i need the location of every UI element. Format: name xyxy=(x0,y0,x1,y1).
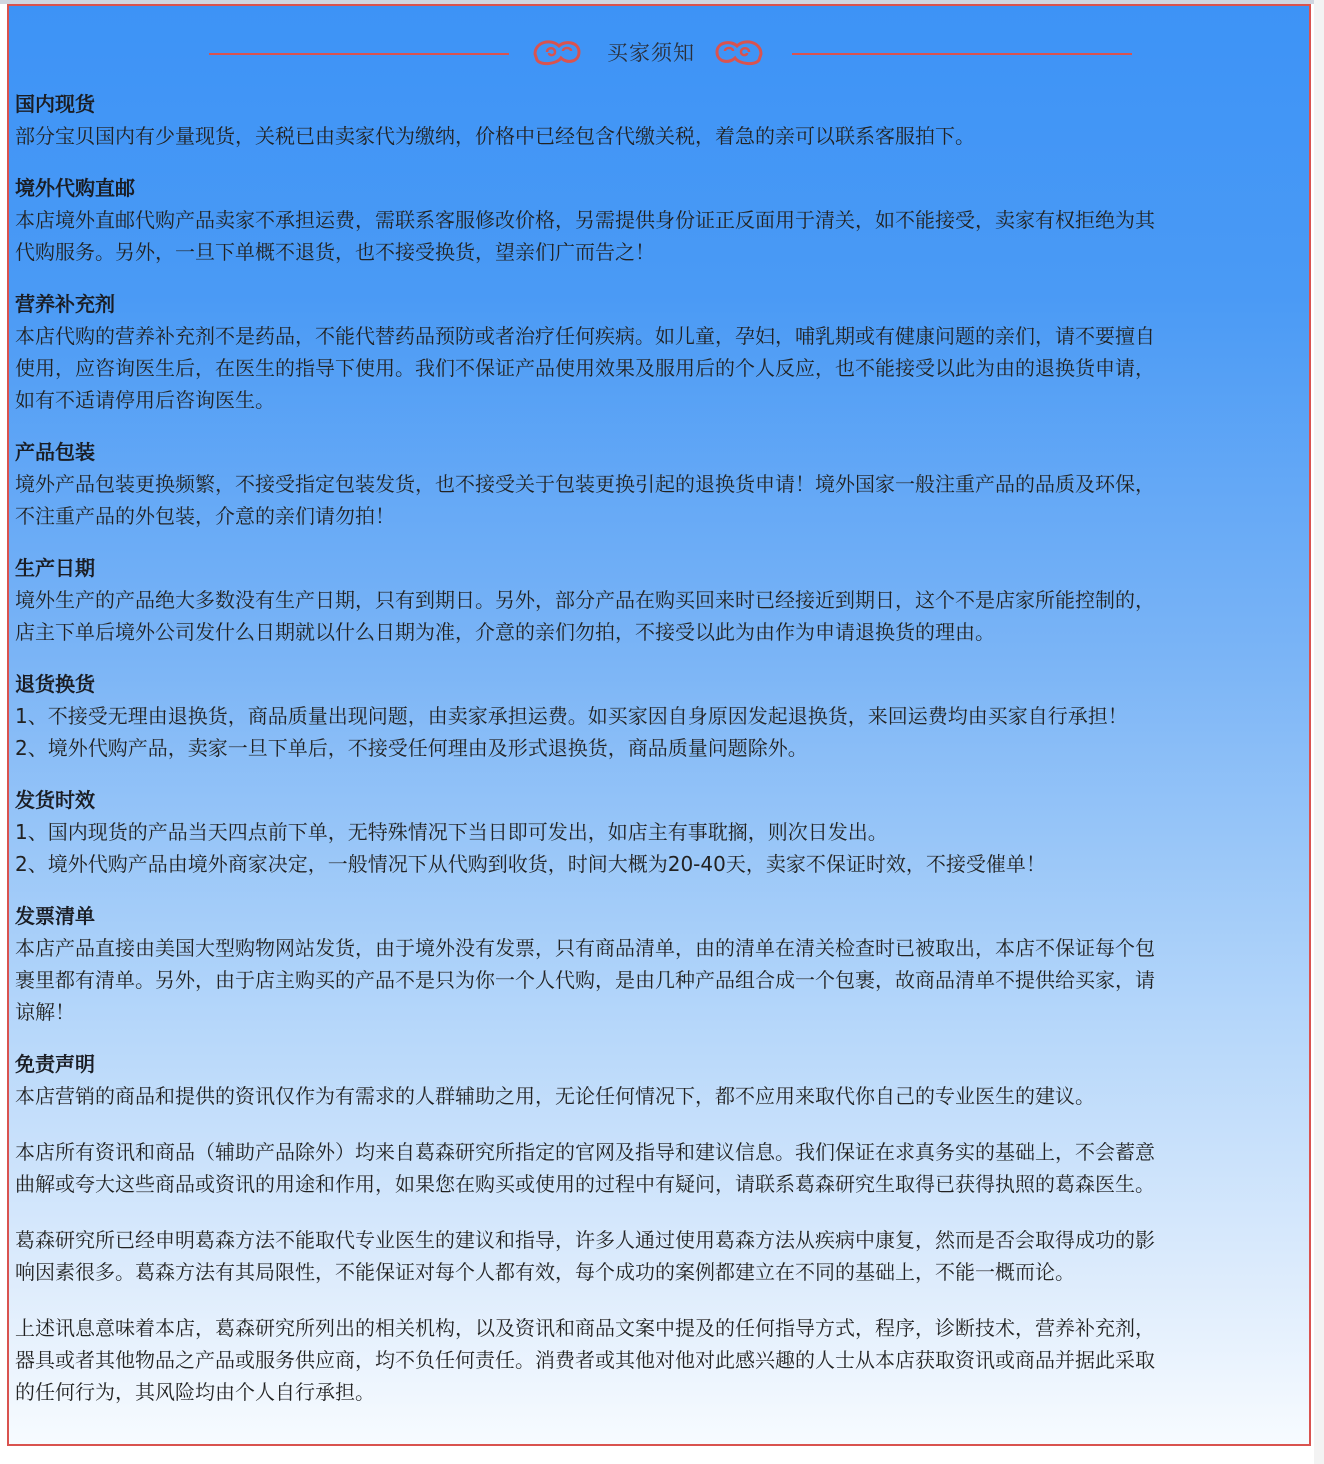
notice-section xyxy=(15,900,1305,1028)
notice-section xyxy=(15,88,1305,152)
section-title: 发票清单 xyxy=(15,904,95,928)
notice-section xyxy=(15,552,1305,648)
notice-title: 买家须知 xyxy=(607,41,695,65)
buyer-notice-panel xyxy=(7,4,1311,1446)
cloud-ornament-icon xyxy=(711,34,767,72)
header-rule-right xyxy=(792,53,1132,55)
notice-section xyxy=(15,668,1305,764)
section-title: 产品包装 xyxy=(15,440,95,464)
disclaimer-text-line: 响因素很多。葛森方法有其局限性，不能保证对每个人都有效，每个成功的案例都建立在不同的基础上，不能一概而论。 xyxy=(15,1260,1075,1284)
page-margin xyxy=(1314,0,1324,1464)
disclaimer-text-line: 上述讯息意味着本店，葛森研究所列出的相关机构，以及资讯和商品文案中提及的任何指导方式，程序，诊断技术，营养补充剂， xyxy=(15,1316,1155,1340)
section-text-line: 境外生产的产品绝大多数没有生产日期，只有到期日。另外，部分产品在购买回来时已经接近到期日，这个不是店家所能控制的， xyxy=(15,588,1155,612)
section-text-line: 不注重产品的外包装，介意的亲们请勿拍！ xyxy=(15,504,395,528)
section-text-line: 2、境外代购产品，卖家一旦下单后，不接受任何理由及形式退换货，商品质量问题除外。 xyxy=(15,736,808,760)
disclaimer-text-line: 曲解或夸大这些商品或资讯的用途和作用，如果您在购买或使用的过程中有疑问，请联系葛森研究生取得已获得执照的葛森医生。 xyxy=(15,1172,1155,1196)
notice-section xyxy=(15,172,1305,268)
section-title: 境外代购直邮 xyxy=(15,176,135,200)
section-text-line: 2、境外代购产品由境外商家决定，一般情况下从代购到收货，时间大概为20-40天，卖家不保证时效，不接受催单！ xyxy=(15,852,1046,876)
disclaimer-section xyxy=(15,1048,1305,1408)
section-title: 免责声明 xyxy=(15,1052,95,1076)
disclaimer-paragraph xyxy=(15,1312,1305,1408)
section-text-line: 裹里都有清单。另外，由于店主购买的产品不是只为你一个人代购，是由几种产品组合成一个包裹，故商品清单不提供给买家，请 xyxy=(15,968,1155,992)
section-title: 退货换货 xyxy=(15,672,95,696)
header-rule-left xyxy=(209,53,509,55)
section-text-line: 境外产品包装更换频繁，不接受指定包装发货，也不接受关于包装更换引起的退换货申请！境外国家一般注重产品的品质及环保， xyxy=(15,472,1155,496)
section-text-line: 本店代购的营养补充剂不是药品，不能代替药品预防或者治疗任何疾病。如儿童，孕妇，哺乳期或有健康问题的亲们，请不要擅自 xyxy=(15,324,1155,348)
section-text-line: 本店产品直接由美国大型购物网站发货，由于境外没有发票，只有商品清单，由的清单在清关检查时已被取出，本店不保证每个包 xyxy=(15,936,1155,960)
notice-section xyxy=(15,784,1305,880)
cloud-ornament-icon xyxy=(529,34,585,72)
section-title: 发货时效 xyxy=(15,788,95,812)
disclaimer-text-line: 器具或者其他物品之产品或服务供应商，均不负任何责任。消费者或其他对他对此感兴趣的人士从本店获取资讯或商品并据此采取 xyxy=(15,1348,1155,1372)
notice-section xyxy=(15,288,1305,416)
section-text-line: 谅解！ xyxy=(15,1000,75,1024)
section-text-line: 1、国内现货的产品当天四点前下单，无特殊情况下当日即可发出，如店主有事耽搁，则次日发出。 xyxy=(15,820,888,844)
section-title: 国内现货 xyxy=(15,92,95,116)
section-text-line: 使用，应咨询医生后，在医生的指导下使用。我们不保证产品使用效果及服用后的个人反应，也不能接受以此为由的退换货申请， xyxy=(15,356,1155,380)
disclaimer-paragraph xyxy=(15,1224,1305,1288)
section-text-line: 1、不接受无理由退换货，商品质量出现问题，由卖家承担运费。如买家因自身原因发起退换货，来回运费均由买家自行承担！ xyxy=(15,704,1128,728)
disclaimer-paragraph xyxy=(15,1136,1305,1200)
section-text-line: 店主下单后境外公司发什么日期就以什么日期为准，介意的亲们勿拍，不接受以此为由作为申请退换货的理由。 xyxy=(15,620,995,644)
notice-section xyxy=(15,436,1305,532)
notice-content xyxy=(15,88,1305,1432)
section-text-line: 如有不适请停用后咨询医生。 xyxy=(15,388,275,412)
section-title: 生产日期 xyxy=(15,556,95,580)
section-title: 营养补充剂 xyxy=(15,292,115,316)
disclaimer-text-line: 葛森研究所已经申明葛森方法不能取代专业医生的建议和指导，许多人通过使用葛森方法从疾病中康复，然而是否会取得成功的影 xyxy=(15,1228,1155,1252)
disclaimer-text-line: 本店所有资讯和商品（辅助产品除外）均来自葛森研究所指定的官网及指导和建议信息。我们保证在求真务实的基础上，不会蓄意 xyxy=(15,1140,1155,1164)
disclaimer-paragraph xyxy=(15,1080,1305,1112)
section-text-line: 本店境外直邮代购产品卖家不承担运费，需联系客服修改价格，另需提供身份证正反面用于清关，如不能接受，卖家有权拒绝为其 xyxy=(15,208,1155,232)
section-text-line: 部分宝贝国内有少量现货，关税已由卖家代为缴纳，价格中已经包含代缴关税，着急的亲可以联系客服拍下。 xyxy=(15,124,975,148)
disclaimer-text-line: 本店营销的商品和提供的资讯仅作为有需求的人群辅助之用，无论任何情况下，都不应用来取代你自己的专业医生的建议。 xyxy=(15,1084,1095,1108)
section-text-line: 代购服务。另外，一旦下单概不退货，也不接受换货，望亲们广而告之！ xyxy=(15,240,655,264)
notice-header xyxy=(9,28,1309,80)
disclaimer-text-line: 的任何行为，其风险均由个人自行承担。 xyxy=(15,1380,375,1404)
